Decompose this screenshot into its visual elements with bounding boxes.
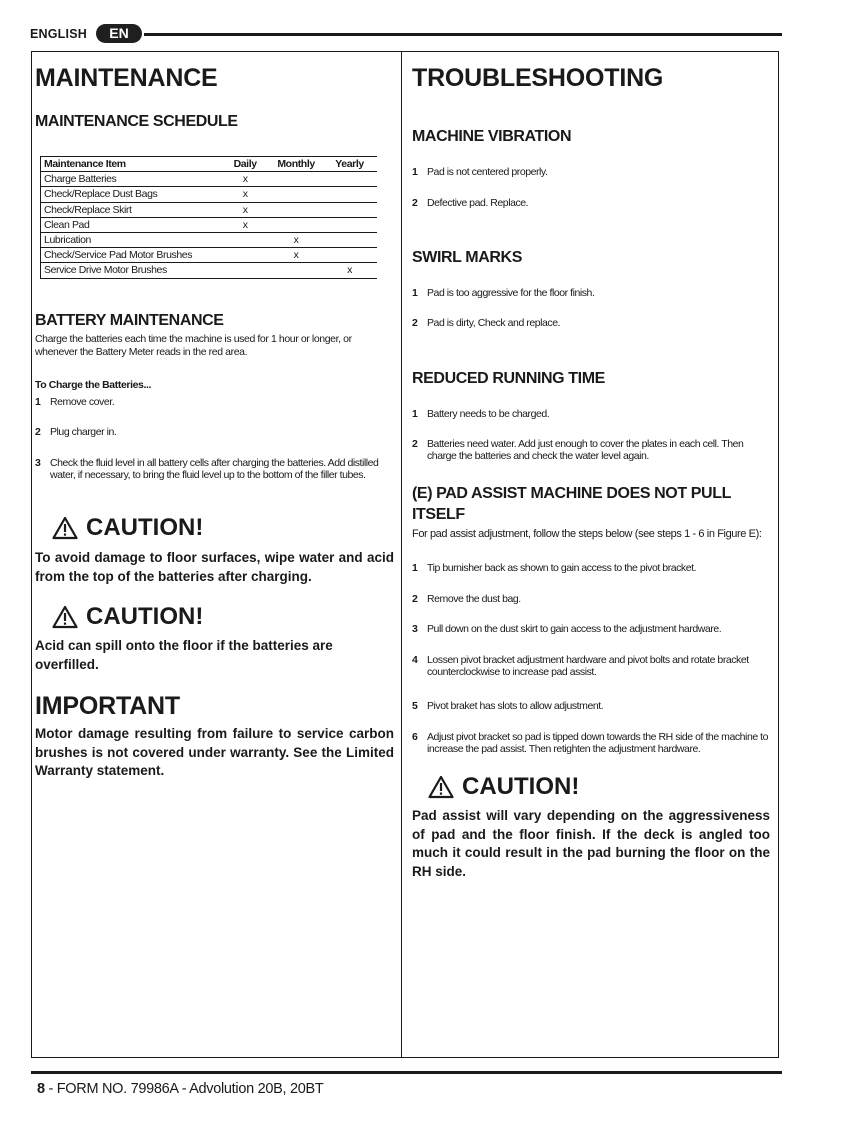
form-number: - FORM NO. 79986A - Advolution 20B, 20BT [44, 1081, 324, 1097]
padassist-heading-line2: ITSELF [412, 506, 465, 523]
maintenance-item-cell: Check/Replace Dust Bags [41, 187, 221, 202]
table-row [41, 172, 378, 187]
maintenance-item-cell: Check/Service Pad Motor Brushes [41, 248, 221, 263]
table-row [41, 187, 378, 202]
frequency-cell: x [270, 248, 322, 263]
page-number: 8 [37, 1081, 45, 1097]
troubleshooting-title: TROUBLESHOOTING [412, 64, 664, 92]
table-header-row [41, 157, 378, 172]
frequency-cell [322, 217, 377, 232]
language-code-badge: EN [96, 24, 142, 43]
maintenance-schedule-table [40, 156, 377, 279]
maintenance-item-cell: Service Drive Motor Brushes [41, 263, 221, 278]
table-row [41, 217, 378, 232]
vibration-heading: MACHINE VIBRATION [412, 128, 572, 145]
caution-heading: CAUTION! [52, 603, 203, 631]
caution-text: To avoid damage to floor surfaces, wipe water and acid from the top of the batteries after charging. [35, 550, 394, 584]
frequency-cell [322, 232, 377, 247]
warning-icon [52, 605, 78, 629]
frequency-cell [270, 217, 322, 232]
swirl-heading: SWIRL MARKS [412, 249, 522, 266]
footer [37, 1081, 323, 1097]
column-header: Daily [220, 157, 270, 172]
language-label: ENGLISH [30, 27, 87, 41]
frequency-cell [270, 202, 322, 217]
frequency-cell [270, 263, 322, 278]
frequency-cell: x [322, 263, 377, 278]
battery-heading: BATTERY MAINTENANCE [35, 312, 224, 329]
frequency-cell: x [220, 187, 270, 202]
schedule-heading: MAINTENANCE SCHEDULE [35, 113, 238, 130]
warning-icon [52, 516, 78, 540]
maintenance-item-cell: Lubrication [41, 232, 221, 247]
frequency-cell [322, 172, 377, 187]
charge-subheading: To Charge the Batteries... [35, 379, 152, 391]
maintenance-item-cell: Check/Replace Skirt [41, 202, 221, 217]
column-divider [401, 51, 402, 1058]
frequency-cell: x [270, 232, 322, 247]
table-row [41, 248, 378, 263]
frequency-cell: x [220, 202, 270, 217]
column-header: Yearly [322, 157, 377, 172]
caution-text: Acid can spill onto the floor if the batteries are overfilled. [35, 638, 333, 672]
footer-rule [31, 1071, 782, 1074]
table-row [41, 202, 378, 217]
frequency-cell [220, 232, 270, 247]
padassist-intro: For pad assist adjustment, follow the steps below (see steps 1 - 6 in Figure E): [412, 528, 762, 540]
warning-icon [428, 775, 454, 799]
frequency-cell [270, 172, 322, 187]
frequency-cell [270, 187, 322, 202]
frequency-cell: x [220, 172, 270, 187]
table-row [41, 263, 378, 278]
frequency-cell [220, 248, 270, 263]
table-row [41, 232, 378, 247]
frequency-cell [322, 187, 377, 202]
frequency-cell [322, 202, 377, 217]
battery-intro: Charge the batteries each time the machine is used for 1 hour or longer, or whenever the Battery Meter reads in the red area. [35, 333, 352, 358]
caution-text: Pad assist will vary depending on the aggressiveness of pad and the floor finish. If the deck is angled too much it could result in the pad burning the floor on the RH side. [412, 808, 770, 879]
important-heading: IMPORTANT [35, 692, 180, 720]
maintenance-title: MAINTENANCE [35, 64, 218, 92]
maintenance-item-cell: Charge Batteries [41, 172, 221, 187]
padassist-heading-line1: (E) PAD ASSIST MACHINE DOES NOT PULL [412, 485, 731, 502]
column-header: Monthly [270, 157, 322, 172]
frequency-cell: x [220, 217, 270, 232]
header-rule [144, 33, 782, 36]
frequency-cell [220, 263, 270, 278]
runtime-heading: REDUCED RUNNING TIME [412, 370, 605, 387]
caution-heading: CAUTION! [428, 773, 579, 801]
frequency-cell [322, 248, 377, 263]
maintenance-item-cell: Clean Pad [41, 217, 221, 232]
caution-heading: CAUTION! [52, 514, 203, 542]
important-text: Motor damage resulting from failure to service carbon brushes is not covered under warranty. See the Limited Warranty statement. [35, 726, 394, 778]
column-header: Maintenance Item [41, 157, 221, 172]
